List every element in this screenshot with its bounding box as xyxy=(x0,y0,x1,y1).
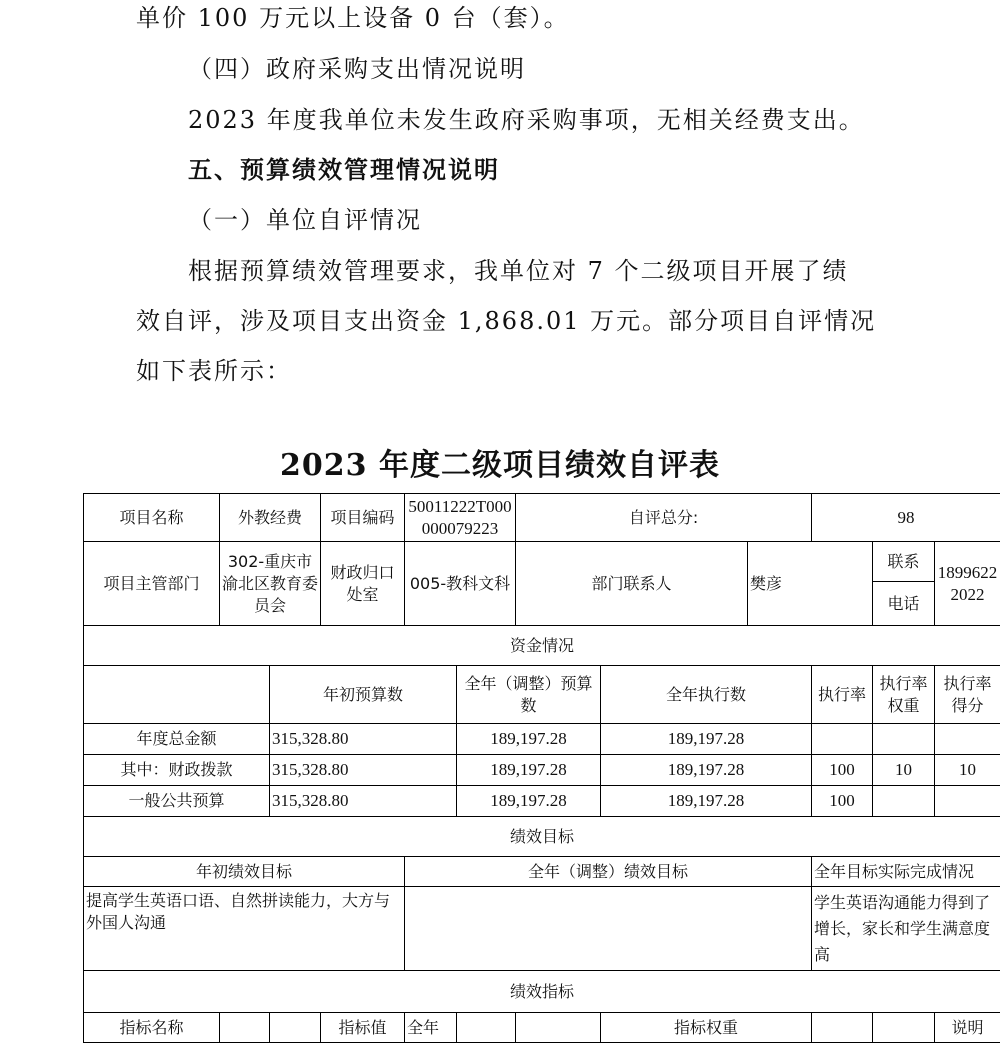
goal-actual-text: 学生英语沟通能力得到了增长，家长和学生满意度高 xyxy=(812,887,1000,971)
table-row xyxy=(84,755,1000,786)
indicator-full-year-label: 全年 xyxy=(405,1013,457,1043)
fund-adjusted: 189,197.28 xyxy=(457,724,601,755)
funds-blank-header xyxy=(84,666,270,724)
goal-adjusted-text xyxy=(405,887,812,971)
funds-header: 资金情况 xyxy=(84,626,1000,666)
goal-actual-label: 全年目标实际完成情况 xyxy=(812,857,1000,887)
fund-rate xyxy=(812,724,873,755)
self-score: 98 xyxy=(812,494,1000,542)
indicator-blank-cell xyxy=(220,1013,270,1043)
fund-score xyxy=(935,786,1000,817)
phone-label-bottom: 电话 xyxy=(873,582,935,626)
project-name-label: 项目名称 xyxy=(84,494,220,542)
finance-office-label: 财政归口处室 xyxy=(321,542,405,626)
paragraph-evaluation-line1: 根据预算绩效管理要求，我单位对 7 个二级项目开展了绩 xyxy=(188,257,849,285)
fund-initial: 315,328.80 xyxy=(270,724,457,755)
indicator-note-label: 说明 xyxy=(935,1013,1000,1043)
table-row xyxy=(84,724,1000,755)
project-name: 外教经费 xyxy=(220,494,321,542)
fund-rate: 100 xyxy=(812,786,873,817)
table-title: 2023 年度二级项目绩效自评表 xyxy=(280,448,720,483)
fund-row-label: 一般公共预算 xyxy=(84,786,270,817)
paragraph-procurement: 2023 年度我单位未发生政府采购事项，无相关经费支出。 xyxy=(188,106,865,134)
goal-adjusted-label: 全年（调整）绩效目标 xyxy=(405,857,812,887)
project-code-label: 项目编码 xyxy=(321,494,405,542)
goals-header: 绩效目标 xyxy=(84,817,1000,857)
indicator-blank-cell xyxy=(873,1013,935,1043)
fund-weight: 10 xyxy=(873,755,935,786)
phone-number: 18996222022 xyxy=(935,542,1000,626)
paragraph-evaluation-line2: 效自评，涉及项目支出资金 1,868.01 万元。部分项目自评情况 xyxy=(136,307,877,335)
fund-rate: 100 xyxy=(812,755,873,786)
fund-initial: 315,328.80 xyxy=(270,786,457,817)
contact-person: 樊彦 xyxy=(748,542,873,626)
fund-executed: 189,197.28 xyxy=(601,755,812,786)
indicator-value-label: 指标值 xyxy=(321,1013,405,1043)
self-score-label: 自评总分: xyxy=(516,494,812,542)
fund-executed: 189,197.28 xyxy=(601,786,812,817)
paragraph-evaluation-line3: 如下表所示： xyxy=(136,357,292,385)
paragraph-equipment: 单价 100 万元以上设备 0 台（套）。 xyxy=(136,4,570,32)
col-exec-rate: 执行率 xyxy=(812,666,873,724)
indicator-blank-cell xyxy=(457,1013,516,1043)
fund-adjusted: 189,197.28 xyxy=(457,755,601,786)
goal-initial-label: 年初绩效目标 xyxy=(84,857,405,887)
fund-row-label: 年度总金额 xyxy=(84,724,270,755)
fund-score: 10 xyxy=(935,755,1000,786)
heading-section-five: 五、预算绩效管理情况说明 xyxy=(188,155,500,184)
table-row xyxy=(84,786,1000,817)
goal-initial-text: 提高学生英语口语、自然拼读能力，大方与外国人沟通 xyxy=(84,887,405,971)
contact-person-label: 部门联系人 xyxy=(516,542,748,626)
dept-value: 302-重庆市渝北区教育委员会 xyxy=(220,542,321,626)
col-adjusted-budget: 全年（调整）预算数 xyxy=(457,666,601,724)
indicator-name-label: 指标名称 xyxy=(84,1013,220,1043)
indicators-header: 绩效指标 xyxy=(84,971,1000,1013)
fund-row-label: 其中：财政拨款 xyxy=(84,755,270,786)
fund-score xyxy=(935,724,1000,755)
indicator-blank-cell xyxy=(812,1013,873,1043)
indicator-weight-label: 指标权重 xyxy=(601,1013,812,1043)
fund-executed: 189,197.28 xyxy=(601,724,812,755)
phone-label-top: 联系 xyxy=(873,542,935,582)
heading-procurement: （四）政府采购支出情况说明 xyxy=(188,55,526,83)
project-code: 50011222T000000079223 xyxy=(405,494,516,542)
fund-weight xyxy=(873,786,935,817)
evaluation-table xyxy=(83,493,1000,1043)
indicator-blank-cell xyxy=(270,1013,321,1043)
col-executed: 全年执行数 xyxy=(601,666,812,724)
finance-office-value: 005-教科文科 xyxy=(405,542,516,626)
col-exec-weight: 执行率权重 xyxy=(873,666,935,724)
fund-weight xyxy=(873,724,935,755)
fund-initial: 315,328.80 xyxy=(270,755,457,786)
col-exec-score: 执行率得分 xyxy=(935,666,1000,724)
col-initial-budget: 年初预算数 xyxy=(270,666,457,724)
fund-adjusted: 189,197.28 xyxy=(457,786,601,817)
heading-self-evaluation: （一）单位自评情况 xyxy=(188,206,422,234)
dept-label: 项目主管部门 xyxy=(84,542,220,626)
indicator-blank-cell xyxy=(516,1013,601,1043)
